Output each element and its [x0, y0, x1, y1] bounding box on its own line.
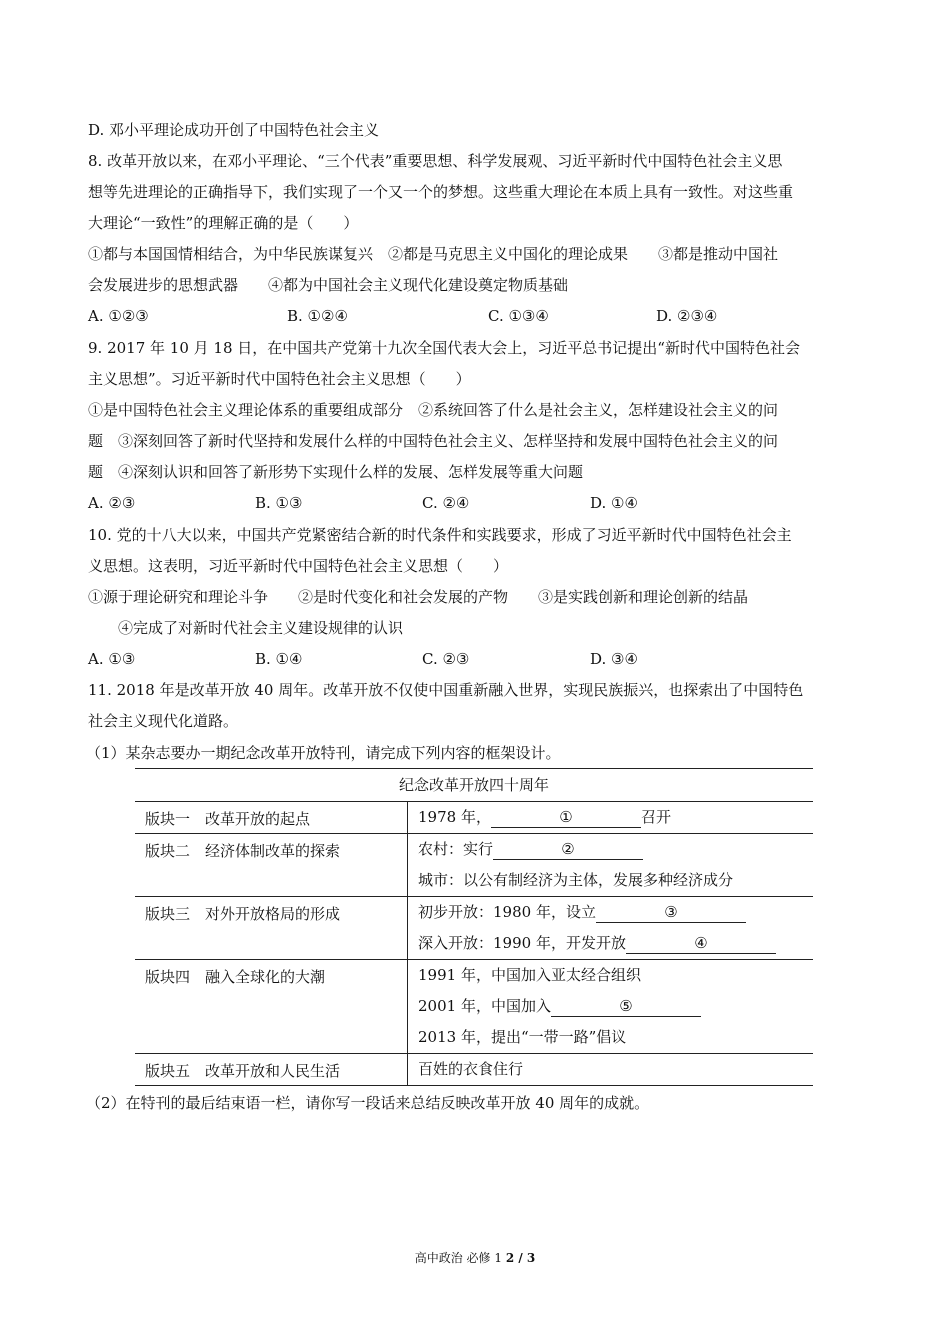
q10-option-a: A. ①③ — [88, 650, 136, 668]
section-label: 版块一 改革开放的起点 — [135, 802, 408, 834]
content-line: 2013 年，提出“一带一路”倡议 — [418, 1028, 627, 1046]
content-line: 深入开放：1990 年，开发开放 ④ — [418, 928, 813, 959]
q8-option-d: D. ②③④ — [656, 307, 718, 325]
q9-item-line: ①是中国特色社会主义理论体系的重要组成部分 ②系统回答了什么是社会主义，怎样建设社会主义的问 — [88, 401, 779, 419]
q9-stem-line: 9. 2017 年 10 月 18 日，在中国共产党第十九次全国代表大会上，习近平总书记提出“新时代中国特色社会 — [88, 339, 800, 357]
q9-option-b: B. ①③ — [255, 494, 303, 512]
content-line: 农村：实行 ② — [418, 834, 813, 865]
q11-part2-prompt: （2）在特刊的最后结束语一栏，请你写一段话来总结反映改革开放 40 周年的成就。 — [86, 1094, 650, 1112]
answer-blank-3[interactable]: ③ — [596, 902, 746, 923]
q9-option-a: A. ②③ — [88, 494, 136, 512]
reform-framework-table — [135, 768, 813, 1086]
section-label: 版块三 对外开放格局的形成 — [135, 897, 408, 960]
q10-option-d: D. ③④ — [590, 650, 638, 668]
page-number: 2 / 3 — [505, 1251, 536, 1265]
q8-item-line: ①都与本国国情相结合，为中华民族谋复兴 ②都是马克思主义中国化的理论成果 ③都是推动中国社 — [88, 245, 779, 263]
content-line: 百姓的衣食住行 — [418, 1060, 524, 1078]
section-label: 版块五 改革开放和人民生活 — [135, 1054, 408, 1086]
q7-option-d: D. 邓小平理论成功开创了中国特色社会主义 — [88, 121, 380, 139]
content-line: 1978 年， ① 召开 — [418, 808, 671, 826]
q8-stem-line: 大理论“一致性”的理解正确的是（ ） — [88, 214, 359, 232]
table-title: 纪念改革开放四十周年 — [135, 769, 813, 802]
content-line: 初步开放：1980 年，设立 ③ — [418, 897, 813, 928]
q9-option-c: C. ②④ — [422, 494, 470, 512]
table-row — [135, 960, 813, 1054]
q8-item-line: 会发展进步的思想武器 ④都为中国社会主义现代化建设奠定物质基础 — [88, 276, 569, 294]
q9-item-line: 题 ③深刻回答了新时代坚持和发展什么样的中国特色社会主义、怎样坚持和发展中国特色社会主义的问 — [88, 432, 779, 450]
q8-stem-line: 想等先进理论的正确指导下，我们实现了一个又一个的梦想。这些重大理论在本质上具有一致性。对这些重 — [88, 183, 794, 201]
q8-stem-line: 8. 改革开放以来，在邓小平理论、“三个代表”重要思想、科学发展观、习近平新时代中国特色社会主义思 — [88, 152, 783, 170]
q11-stem-line: 11. 2018 年是改革开放 40 周年。改革开放不仅使中国重新融入世界，实现民族振兴，也探索出了中国特色 — [88, 681, 804, 699]
table-row — [135, 1054, 813, 1086]
content-line: 2001 年，中国加入 ⑤ — [418, 991, 813, 1022]
q8-option-a: A. ①②③ — [88, 307, 149, 325]
table-row — [135, 802, 813, 834]
q11-part1-prompt: （1）某杂志要办一期纪念改革开放特刊，请完成下列内容的框架设计。 — [86, 744, 561, 762]
page-footer — [0, 1249, 950, 1266]
content-line: 城市：以公有制经济为主体，发展多种经济成分 — [418, 871, 734, 889]
q10-stem-line: 10. 党的十八大以来，中国共产党紧密结合新的时代条件和实践要求，形成了习近平新时代中国特色社会主 — [88, 526, 792, 544]
q10-option-b: B. ①④ — [255, 650, 303, 668]
answer-blank-5[interactable]: ⑤ — [551, 996, 701, 1017]
q10-item-line: ④完成了对新时代社会主义建设规律的认识 — [88, 619, 404, 637]
q10-option-c: C. ②③ — [422, 650, 470, 668]
answer-blank-2[interactable]: ② — [493, 839, 643, 860]
q8-option-b: B. ①②④ — [287, 307, 348, 325]
content-line: 1991 年，中国加入亚太经合组织 — [418, 966, 641, 984]
q10-item-line: ①源于理论研究和理论斗争 ②是时代变化和社会发展的产物 ③是实践创新和理论创新的结晶 — [88, 588, 749, 606]
table-row — [135, 897, 813, 960]
answer-blank-4[interactable]: ④ — [626, 933, 776, 954]
section-label: 版块二 经济体制改革的探索 — [135, 834, 408, 897]
q8-option-c: C. ①③④ — [488, 307, 549, 325]
table-row — [135, 834, 813, 897]
q11-stem-line: 社会主义现代化道路。 — [88, 712, 239, 730]
section-label: 版块四 融入全球化的大潮 — [135, 960, 408, 1054]
footer-label: 高中政治 必修 1 — [414, 1251, 506, 1265]
q9-item-line: 题 ④深刻认识和回答了新形势下实现什么样的发展、怎样发展等重大问题 — [88, 463, 584, 481]
q10-stem-line: 义思想。这表明，习近平新时代中国特色社会主义思想（ ） — [88, 557, 509, 575]
q9-option-d: D. ①④ — [590, 494, 638, 512]
answer-blank-1[interactable]: ① — [491, 807, 641, 828]
q9-stem-line: 主义思想”。习近平新时代中国特色社会主义思想（ ） — [88, 370, 471, 388]
